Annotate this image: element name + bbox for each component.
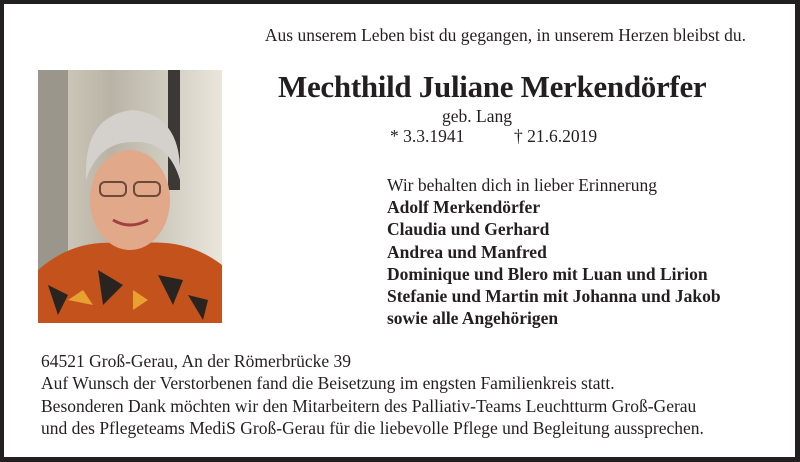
mourner: sowie alle Angehörigen [387,308,559,329]
mourner: Dominique und Blero mit Luan und Lirion [387,263,708,284]
mourners-list [387,174,721,329]
address: 64521 Groß-Gerau, An der Römerbrücke 39 [41,351,352,371]
mourner: Stefanie und Martin mit Johanna und Jakob [387,285,721,306]
death-date: † 21.6.2019 [514,126,598,146]
maiden-name: geb. Lang [442,106,512,126]
deceased-name: Mechthild Juliane Merkendörfer [278,69,707,104]
portrait-photo [38,70,222,323]
thanks-line: Besonderen Dank möchten wir den Mitarbeitern des Palliativ-Teams Leuchtturm Groß-Gerau [41,395,697,416]
mourner: Claudia und Gerhard [387,219,550,240]
mourners-intro: Wir behalten dich in lieber Erinnerung [387,175,657,195]
mourner: Adolf Merkendörfer [387,197,541,218]
birth-date: * 3.3.1941 [390,126,465,146]
footer-text [41,350,704,439]
obituary-notice [4,4,795,457]
thanks-line: und des Pflegeteams MediS Groß-Gerau für die liebevolle Pflege und Begleitung aussprechen. [41,417,704,438]
burial-note: Auf Wunsch der Verstorbenen fand die Beisetzung im engsten Familienkreis statt. [41,373,615,394]
mourner: Andrea und Manfred [387,241,547,262]
motto: Aus unserem Leben bist du gegangen, in unserem Herzen bleibst du. [264,25,746,45]
